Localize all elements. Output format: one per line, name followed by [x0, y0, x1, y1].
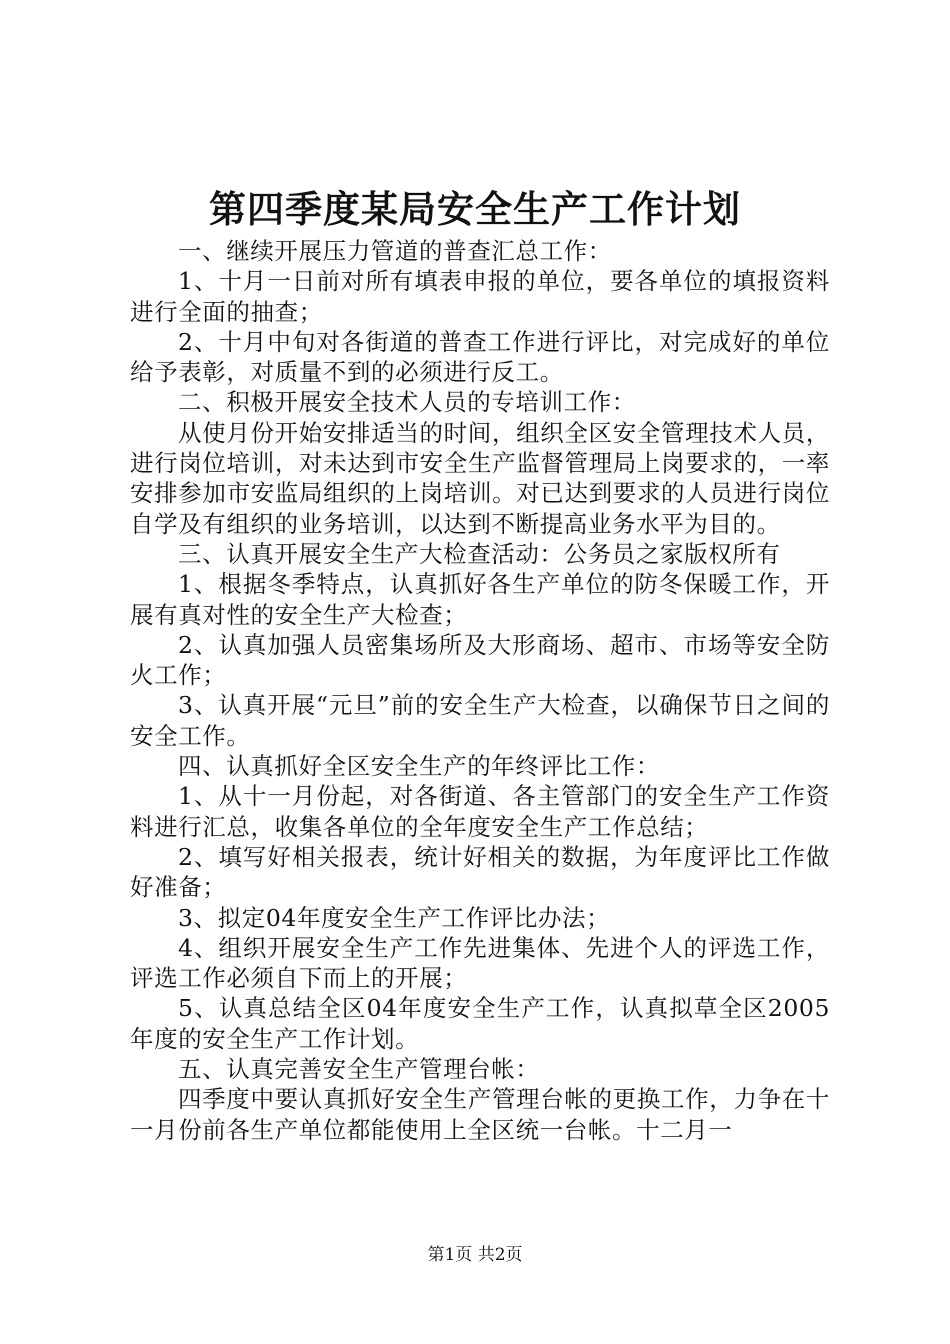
paragraph: 从使月份开始安排适当的时间，组织全区安全管理技术人员，进行岗位培训，对未达到市安全生产监督管理局上岗要求的，一率安排参加市安监局组织的上岗培训。对已达到要求的人员进行岗位自学及有组织的业务培训，以达到不断提高业务水平为目的。 [130, 418, 830, 538]
paragraph: 四季度中要认真抓好安全生产管理台帐的更换工作，力争在十一月份前各生产单位都能使用上全区统一台帐。十二月一 [130, 1085, 830, 1144]
paragraph: 1、十月一日前对所有填表申报的单位，要各单位的填报资料进行全面的抽查； [130, 267, 830, 326]
paragraph: 3、拟定04年度安全生产工作评比办法； [178, 903, 611, 932]
paragraph: 4、组织开展安全生产工作先进集体、先进个人的评选工作，评选工作必须自下而上的开展； [130, 933, 830, 993]
section-heading-2: 二、积极开展安全技术人员的专培训工作： [178, 388, 636, 417]
section-heading-4: 四、认真抓好全区安全生产的年终评比工作： [178, 752, 660, 781]
section-heading-5: 五、认真完善安全生产管理台帐： [178, 1055, 540, 1084]
paragraph: 2、认真加强人员密集场所及大形商场、超市、市场等安全防火工作； [130, 630, 830, 690]
page-title: 第四季度某局安全生产工作计划 [209, 187, 741, 231]
paragraph: 2、填写好相关报表，统计好相关的数据，为年度评比工作做好准备； [130, 842, 830, 902]
page-number-footer: 第1页 共2页 [427, 1245, 523, 1265]
section-heading-1: 一、继续开展压力管道的普查汇总工作： [178, 237, 612, 265]
paragraph: 5、认真总结全区04年度安全生产工作，认真拟草全区2005年度的安全生产工作计划。 [130, 994, 830, 1053]
paragraph: 1、从十一月份起，对各街道、各主管部门的安全生产工作资料进行汇总，收集各单位的全年度安全生产工作总结； [130, 782, 830, 841]
paragraph: 1、根据冬季特点，认真抓好各生产单位的防冬保暖工作，开展有真对性的安全生产大检查； [130, 570, 830, 629]
document-body [130, 236, 830, 1145]
paragraph: 3、认真开展“元旦”前的安全生产大检查，以确保节日之间的安全工作。 [130, 691, 830, 750]
paragraph: 2、十月中旬对各街道的普查工作进行评比，对完成好的单位给予表彰，对质量不到的必须进行反工。 [130, 327, 830, 387]
section-heading-3: 三、认真开展安全生产大检查活动：公务员之家版权所有 [178, 539, 781, 568]
